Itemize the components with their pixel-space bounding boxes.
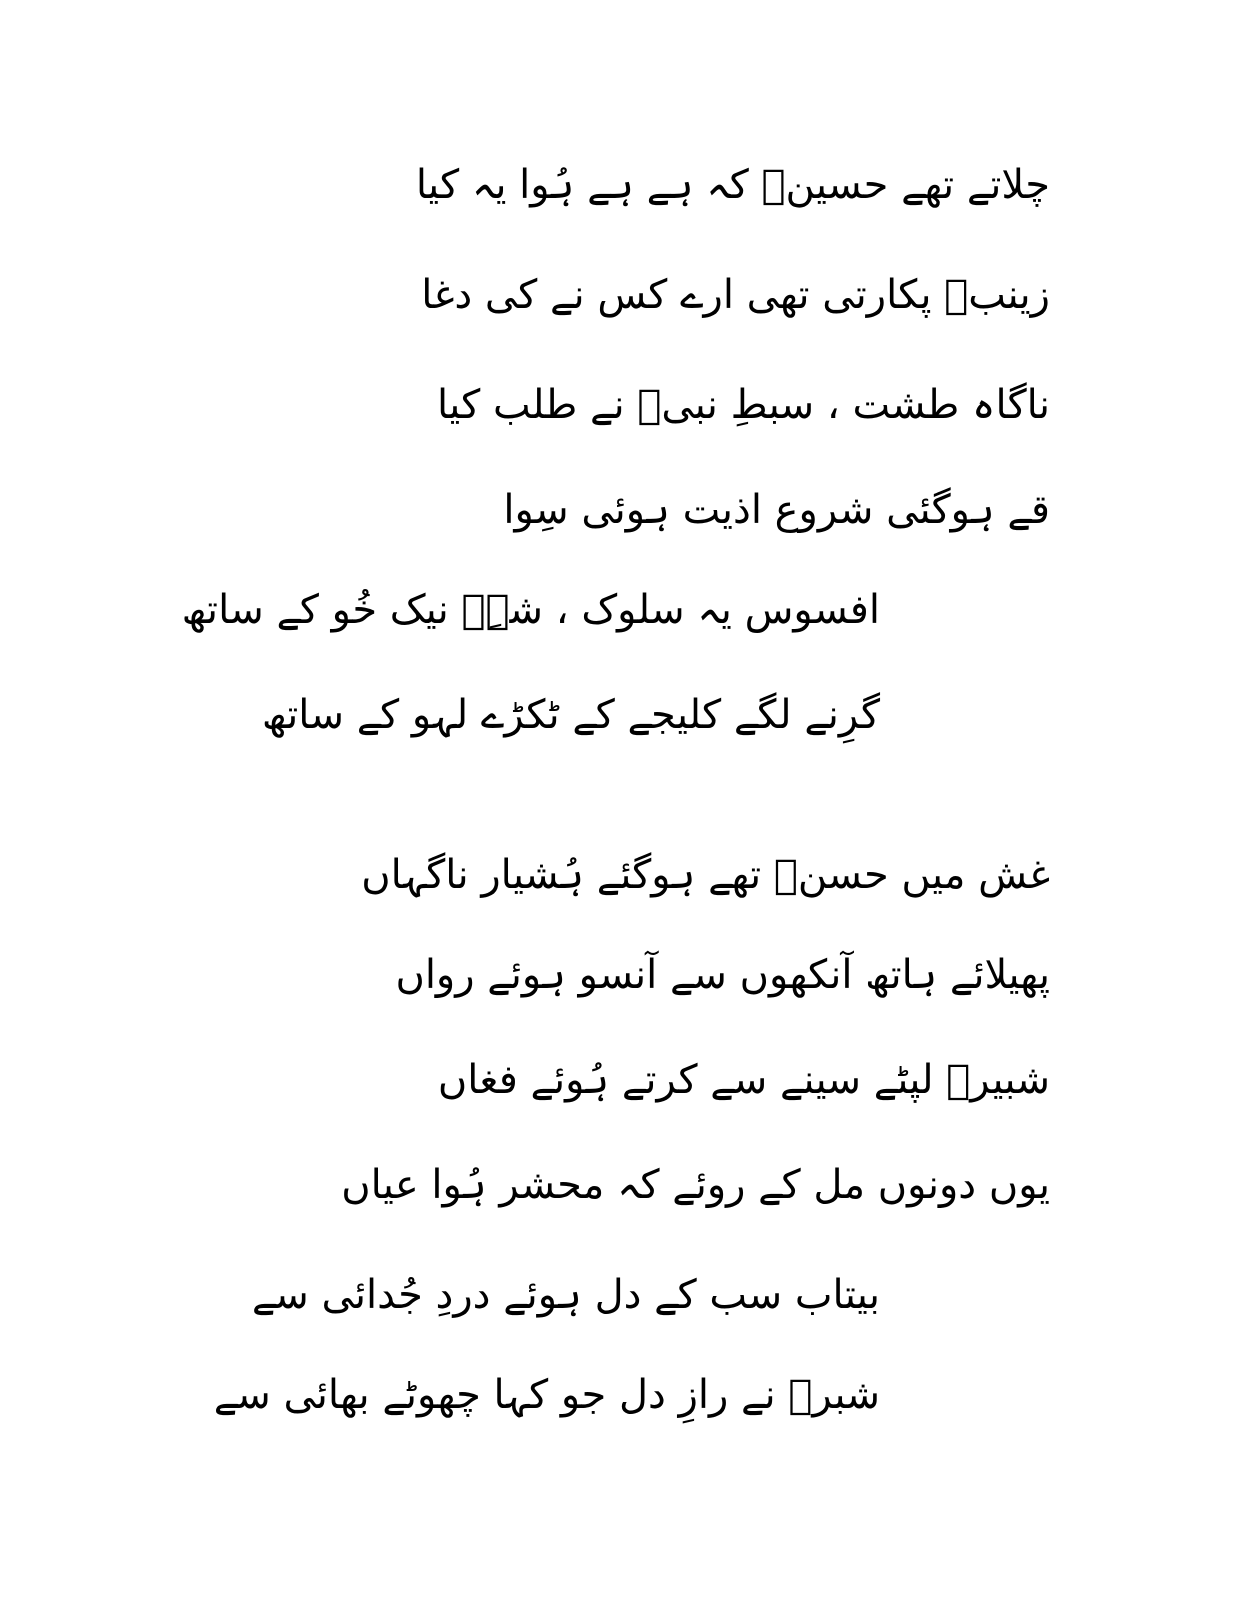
verse-line: ناگاہ طشت ، سبطِ نبیؐ نے طلب کیا [436, 382, 1050, 428]
verse-line: زینبؑ پکارتی تھی ارے کس نے کی دغا [421, 272, 1050, 318]
couplet-line: بیتاب سب کے دل ہوئے دردِ جُدائی سے [251, 1272, 880, 1318]
couplet-line: افسوس یہ سلوک ، شہِؑ نیک خُو کے ساتھ [181, 587, 880, 633]
verse-line: چلاتے تھے حسینؑ کہ ہے ہے ہُوا یہ کیا [415, 162, 1050, 208]
verse-line: غش میں حسنؑ تھے ہوگئے ہُشیار ناگہاں [361, 852, 1050, 898]
verse-line: پھیلائے ہاتھ آنکھوں سے آنسو ہوئے رواں [395, 952, 1050, 998]
verse-line: یوں دونوں مل کے روئے کہ محشر ہُوا عیاں [341, 1162, 1050, 1208]
verse-line: شبیرؑ لپٹے سینے سے کرتے ہُوئے فغاں [437, 1057, 1050, 1103]
verse-line: قے ہوگئی شروع اذیت ہوئی سِوا [503, 487, 1050, 533]
couplet-line: شبرؑ نے رازِ دل جو کہا چھوٹے بھائی سے [213, 1372, 880, 1418]
couplet-line: گرِنے لگے کلیجے کے ٹکڑے لہو کے ساتھ [261, 692, 880, 738]
